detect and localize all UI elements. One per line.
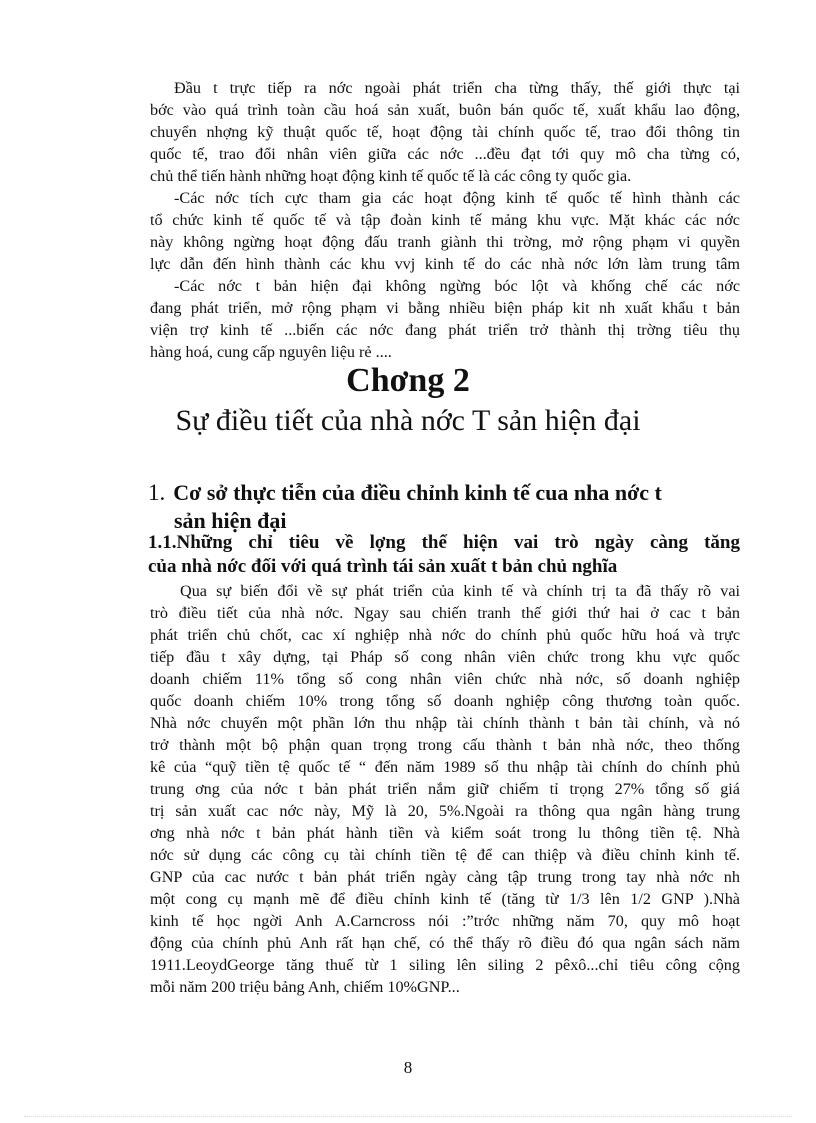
text-line: tổ chức kinh tế quốc tế và tập đoàn kinh tế mảng khu vực. Mặt khác các nớc: [150, 211, 740, 229]
text-line: trở thành một bộ phận quan trọng trong cấu thành t bản nhà nớc, theo thống: [150, 736, 740, 754]
subsection-heading: 1.1.Những chỉ tiêu về lợng thể hiện vai trò ngày càng tăng: [148, 532, 740, 553]
text-line: quốc doanh chiếm 10% trong tổng số doanh nghiệp công thương toàn quốc.: [150, 692, 740, 710]
text-line: bớc vào quá trình toàn cầu hoá sản xuất, buôn bán quốc tế, xuất khẩu lao động,: [150, 101, 740, 119]
section-heading-text: Cơ sở thực tiễn của điều chỉnh kinh tế cua nha nớc t: [173, 480, 662, 505]
text-line: đang phát triển, mở rộng phạm vi bằng nhiều biện pháp kit nh xuất khẩu t bản: [150, 299, 740, 317]
text-line: trung ơng của nớc t bản phát triển nắm giữ chiếm tỉ trọng 27% tổng số giá: [150, 780, 740, 798]
section-heading: [148, 480, 662, 506]
text-line: hàng hoá, cung cấp nguyên liệu rẻ ....: [150, 343, 392, 361]
text-line: lực dẫn đến hình thành các khu vvj kinh tế do các nhà nớc lớn làm trung tâm: [150, 255, 740, 273]
text-line: viện trợ kinh tế ...biến các nớc đang phát triển trở thành thị trờng tiêu thụ: [150, 321, 740, 339]
text-line: -Các nớc t bản hiện đại không ngừng bóc lột và khống chế các nớc: [174, 277, 740, 295]
page-bottom-divider: [24, 1116, 792, 1117]
text-line: doanh chiếm 11% tổng số cong nhân viên chức nhà nớc, số doanh nghiệp: [150, 670, 740, 688]
text-line: GNP của cac nước t bản phát triển ngày càng tập trung trong tay nhà nớc nh: [150, 868, 740, 886]
text-line: chủ thể tiến hành những hoạt động kinh tế quốc tế là các công ty quốc gia.: [150, 167, 632, 185]
text-line: Qua sự biến đổi về sự phát triển của kinh tế và chính trị ta đã thấy rõ vai: [180, 582, 740, 600]
text-line: ơng nhà nớc t bản phát hành tiền và kiểm soát trong lu thông tiền tệ. Nhà: [150, 824, 740, 842]
text-line: mỗi năm 200 triệu bảng Anh, chiếm 10%GNP...: [150, 978, 460, 996]
text-line: Nhà nớc chuyển một phần lớn thu nhập tài chính thành t bản tài chính, và nó: [150, 714, 740, 732]
chapter-title: Chơng 2: [346, 362, 470, 399]
text-line: quốc tế, trao đổi nhân viên giữa các nớc ...đều đạt tới quy mô cha từng có,: [150, 145, 740, 163]
text-line: động của chính phủ Anh rất hạn chế, có thể thấy rõ điều đó qua ngân sách năm: [150, 934, 740, 952]
section-number: 1.: [148, 480, 166, 505]
text-line: tiếp đầu t xây dựng, tại Pháp số cong nhân viên chức trong khu vực quốc: [150, 648, 740, 666]
text-line: phát triển chủ chốt, cac xí nghiệp nhà nớc do chính phủ quốc hữu hoá và trực: [150, 626, 740, 644]
text-line: trị sản xuất cac nớc này, Mỹ là 20, 5%.Ngoài ra thông qua ngân hàng trung: [150, 802, 740, 820]
text-line: này không ngừng hoạt động đấu tranh giành thi trờng, mở rộng phạm vi quyền: [150, 233, 740, 251]
page-number: 8: [403, 1058, 413, 1077]
text-line: nớc sử dụng các công cụ tài chính tiền tệ để can thiệp và điều chỉnh kinh tế.: [150, 846, 740, 864]
text-line: trò điều tiết của nhà nớc. Ngay sau chiến tranh thế giới thứ hai ở cac t bản: [150, 604, 740, 622]
text-line: -Các nớc tích cực tham gia các hoạt động kinh tế quốc tế hình thành các: [174, 189, 740, 207]
subsection-heading-continuation: của nhà nớc đối với quá trình tái sản xuất t bản chủ nghĩa: [148, 556, 618, 577]
chapter-subtitle: Sự điều tiết của nhà nớc T sản hiện đại: [175, 404, 641, 437]
text-line: một cong cụ mạnh mẽ để điều chỉnh kinh tế (tăng từ 1/3 lên 1/2 GNP ).Nhà: [150, 890, 740, 908]
section-heading-continuation: sản hiện đại: [174, 508, 287, 533]
text-line: kê của “quỹ tiền tệ quốc tế “ đến năm 1989 số thu nhập tài chính do chính phủ: [150, 758, 740, 776]
text-line: 1911.LeoydGeorge tăng thuế từ 1 siling lên siling 2 pêxô...chỉ tiêu công cộng: [150, 956, 740, 974]
text-line: Đầu t trực tiếp ra nớc ngoài phát triển cha từng thấy, thế giới thực tại: [174, 79, 740, 97]
text-line: chuyển nhợng kỹ thuật quốc tế, hoạt động tài chính quốc tế, trao đổi thông tin: [150, 123, 740, 141]
text-line: kinh tế học ngời Anh A.Carncross nói :”trớc những năm 70, quy mô hoạt: [150, 912, 740, 930]
